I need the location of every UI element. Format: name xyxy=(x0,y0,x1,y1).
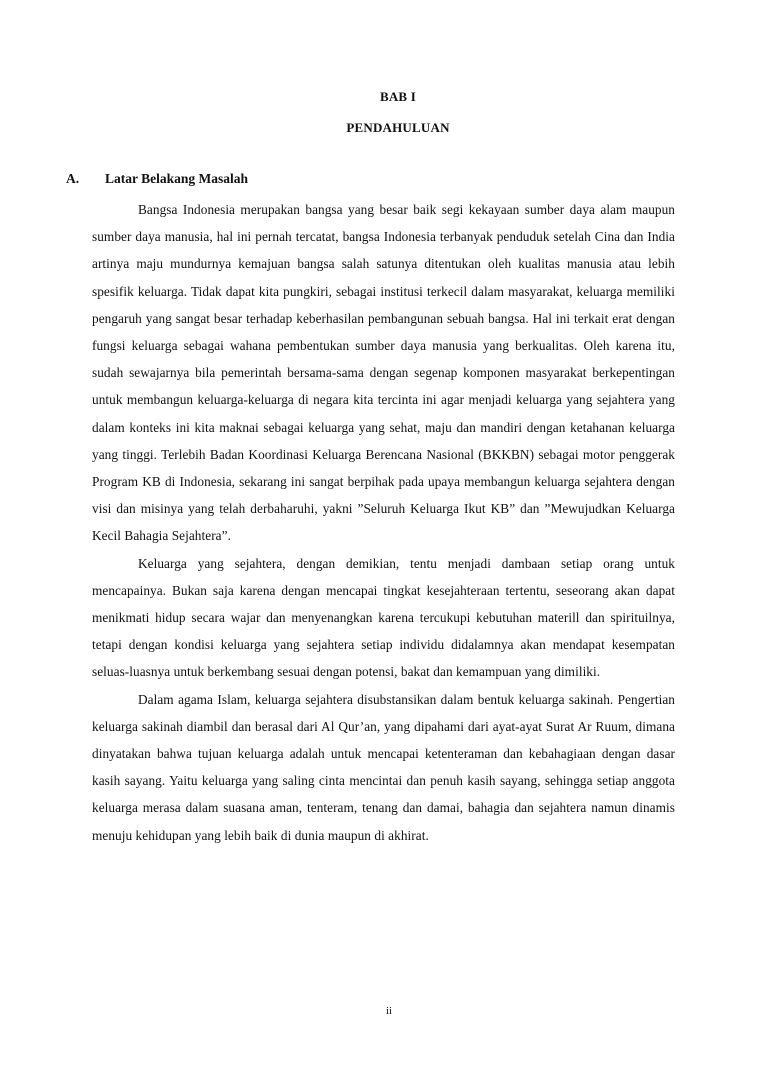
paragraph-3: Dalam agama Islam, keluarga sejahtera disubstansikan dalam bentuk keluarga sakinah. Pengertian keluarga sakinah diambil dan berasal dari Al Qur’an, yang dipahami dari ayat-ayat Surat Ar Ruum, dimana dinyatakan bahwa tujuan keluarga adalah untuk mencapai ketenteraman dan kebahagiaan dengan dasar kasih sayang. Yaitu keluarga yang saling cinta mencintai dan penuh kasih sayang, sehingga setiap anggota keluarga merasa dalam suasana aman, tenteram, tenang dan damai, bahagia dan sejahtera namun dinamis menuju kehidupan yang lebih baik di dunia maupun di akhirat. xyxy=(92,691,675,843)
body-text xyxy=(92,196,675,849)
section-heading xyxy=(66,171,248,187)
section-title: Latar Belakang Masalah xyxy=(105,171,249,186)
page-number: ii xyxy=(385,1005,393,1017)
chapter-number: BAB I xyxy=(379,89,417,104)
paragraph-2: Keluarga yang sejahtera, dengan demikian, tentu menjadi dambaan setiap orang untuk mencapainya. Bukan saja karena dengan mencapai tingkat kesejahteraan tertentu, seseorang akan dapat menikmati hidup secara wajar dan menyenangkan karena tercukupi kebutuhan materill dan spirituilnya, tetapi dengan kondisi keluarga yang sejahtera setiap individu didalamnya akan mendapat kesempatan seluas-luasnya untuk berkembang sesuai dengan potensi, bakat dan kemampuan yang dimiliki. xyxy=(92,555,675,680)
section-letter: A. xyxy=(66,171,80,186)
chapter-title: PENDAHULUAN xyxy=(346,120,450,135)
paragraph-1: Bangsa Indonesia merupakan bangsa yang besar baik segi kekayaan sumber daya alam maupun sumber daya manusia, hal ini pernah tercatat, bangsa Indonesia terbanyak penduduk setelah Cina dan India artinya maju mundurnya kemajuan bangsa salah satunya ditentukan oleh kualitas manusia atau lebih spesifik keluarga. Tidak dapat kita pungkiri, sebagai institusi terkecil dalam masyarakat, keluarga memiliki pengaruh yang sangat besar terhadap keberhasilan pembangunan sebuah bangsa. Hal ini terkait erat dengan fungsi keluarga sebagai wahana pembentukan sumber daya manusia yang berkualitas. Oleh karena itu, sudah sewajarnya bila pemerintah bersama-sama dengan segenap komponen masyarakat berkepentingan untuk membangun keluarga-keluarga di negara kita tercinta ini agar menjadi keluarga yang sejahtera yang dalam konteks ini kita maknai sebagai keluarga yang sehat, maju dan mandiri dengan ketahanan keluarga yang tinggi. Terlebih Badan Koordinasi Keluarga Berencana Nasional (BKKBN) sebagai motor penggerak Program KB di Indonesia, sekarang ini sangat berpihak pada upaya membangun keluarga sejahtera dengan visi dan misinya yang telah derbaharuhi, yakni ”Seluruh Keluarga Ikut KB” dan ”Mewujudkan Keluarga Kecil Bahagia Sejahtera”. xyxy=(92,202,675,544)
